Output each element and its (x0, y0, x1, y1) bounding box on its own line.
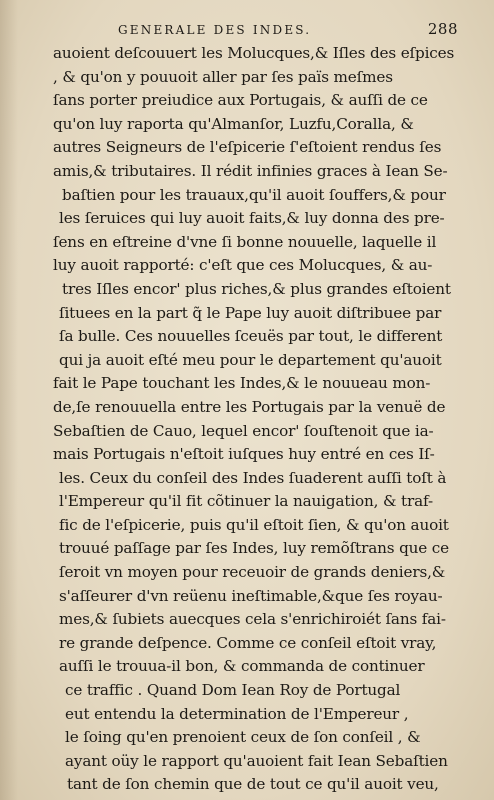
text-line: re grande deſpence. Comme ce conſeil eſtoit vray, (59, 633, 437, 652)
text-line: fait le Pape touchant les Indes,& le nouueau mon- (53, 374, 431, 393)
text-line: baſtien pour les trauaux,qu'il auoit ſouffers,& pour (62, 185, 446, 204)
text-line: auſſi le trouua-il bon, & commanda de continuer (59, 657, 425, 676)
text-line: Sebaſtien de Cauo, lequel encor' ſouſtenoit que ia- (53, 421, 434, 440)
text-line: autres Seigneurs de l'eſpicerie ſ'eſtoient rendus ſes (53, 138, 442, 157)
text-line: mes,& ſubiets auecques cela s'enrichiroiét ſans fai- (59, 610, 446, 629)
text-line: fic de l'eſpicerie, puis qu'il eſtoit ſien, & qu'on auoit (59, 515, 449, 534)
text-line: luy auoit rapporté: c'eſt que ces Molucques, & au- (53, 256, 433, 275)
text-line: ſa bulle. Ces nouuelles ſceuës par tout, le different (59, 327, 443, 346)
text-line: qu'on luy raporta qu'Almanſor, Luzfu,Coralla, & (53, 114, 414, 133)
text-line: ſeroit vn moyen pour receuoir de grands deniers,& (59, 563, 446, 582)
text-line: ayant oüy le rapport qu'auoient fait Iean Sebaſtien (65, 751, 448, 770)
text-line: ſans porter preiudice aux Portugais, & auſſi de ce (53, 91, 428, 110)
text-line: eut entendu la determination de l'Empereur , (65, 704, 409, 723)
text-line: ſens en eſtreine d'vne ſi bonne nouuelle, laquelle il (53, 232, 437, 251)
body-text (53, 42, 461, 797)
text-line: s'aſſeurer d'vn reüenu ineſtimable,&que ſes royau- (59, 586, 443, 605)
text-line: trouué paſſage par ſes Indes, luy remõſtrans que ce (59, 539, 449, 558)
text-line: le ſoing qu'en prenoient ceux de ſon conſeil , & (65, 728, 421, 747)
text-line: tant de ſon chemin que de tout ce qu'il auoit veu, (67, 775, 439, 794)
text-line: ſituees en la part q̃ le Pape luy auoit diſtribuee par (59, 303, 442, 322)
text-line: tres Iſles encor' plus riches,& plus grandes eſtoient (62, 279, 451, 298)
text-line: ce traffic . Quand Dom Iean Roy de Portugal (65, 681, 401, 700)
text-line: qui ja auoit eſté meu pour le departement qu'auoit (59, 350, 442, 369)
text-line: , & qu'on y pouuoit aller par ſes païs meſmes (53, 67, 393, 86)
text-line: les. Ceux du conſeil des Indes ſuaderent auſſi toſt à (59, 468, 447, 487)
text-line: amis,& tributaires. Il rédit infinies graces à Iean Se- (53, 161, 448, 180)
text-line: l'Empereur qu'il fit cõtinuer la nauigation, & traf- (59, 492, 433, 511)
page-header (118, 20, 458, 40)
text-line: les ſeruices qui luy auoit faits,& luy donna des pre- (59, 209, 445, 228)
text-line: auoient deſcouuert les Molucques,& Iſles des eſpices (53, 44, 455, 62)
text-line: de,ſe renouuella entre les Portugais par la venuë de (53, 397, 446, 416)
page-number: 288 (427, 20, 458, 38)
running-title: GENERALE DES INDES. (118, 23, 312, 37)
text-line: mais Portugais n'eſtoit iuſques huy entré en ces Iſ- (53, 445, 435, 464)
